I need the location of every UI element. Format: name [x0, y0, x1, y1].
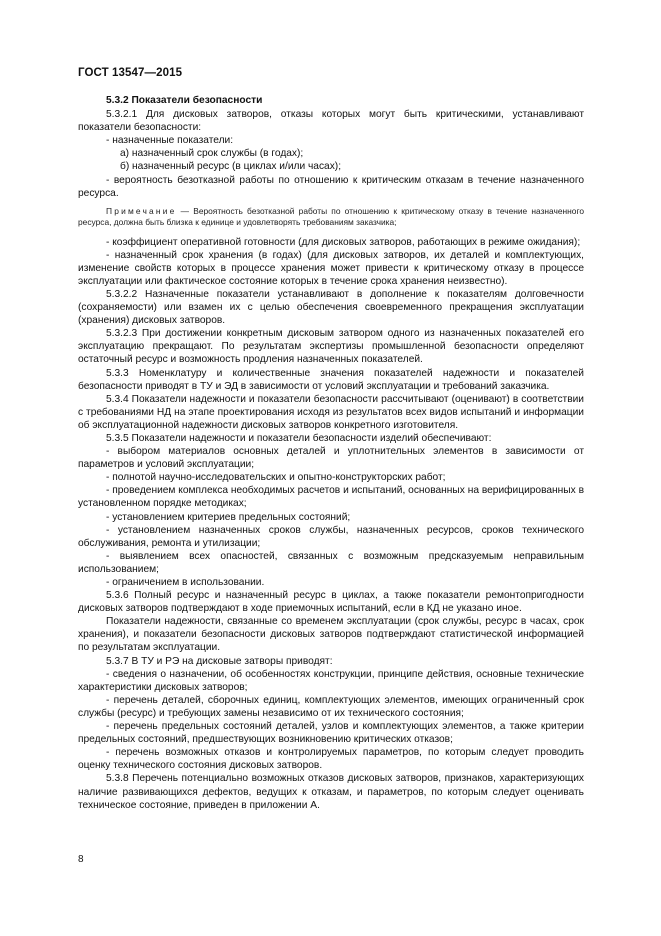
paragraph: 5.3.2.3 При достижении конкретным дисковым затвором одного из назначенных показателей его эксплуатацию прекращают. По результатам экспертизы промышленной безопасности определяют остаточный ресурс и возможность продления назначенных показателей.	[78, 328, 584, 366]
paragraph: 5.3.8 Перечень потенциально возможных отказов дисковых затворов, признаков, характеризующих наличие развивающихся дефектов, ведущих к отказам, и параметров, по которым следует оценивать техническое состояние, приведен в приложении А.	[78, 773, 584, 811]
document-body	[78, 94, 584, 812]
note-text: — Вероятность безотказной работы по отношению к критическому отказу в течение назначенного ресурса, должна быть близка к единице и удовлетворять требованиям заказчика;	[78, 205, 584, 228]
paragraph: - перечень предельных состояний деталей, узлов и комплектующих элементов, а также критерии предельных состояний, предшествующих возникновению критических отказов;	[78, 721, 584, 746]
section-heading: 5.3.2 Показатели безопасности	[106, 95, 263, 106]
paragraph: б) назначенный ресурс (в циклах и/или часах);	[120, 161, 342, 173]
paragraph: - установлением назначенных сроков службы, назначенных ресурсов, сроков технического обслуживания, ремонта и утилизации;	[78, 524, 584, 549]
paragraph: - сведения о назначении, об особенностях конструкции, принципе действия, основные технические характеристики дисковых затворов;	[78, 668, 584, 693]
paragraph: - ограничением в использовании.	[106, 577, 265, 588]
paragraph: - коэффициент оперативной готовности (для дисковых затворов, работающих в режиме ожидания);	[106, 236, 581, 248]
paragraph: - перечень деталей, сборочных единиц, комплектующих элементов, имеющих ограниченный срок службы (ресурс) и требующих замены независимо от их технического состояния;	[78, 694, 584, 719]
note-label: Примечание	[106, 205, 177, 216]
paragraph: 5.3.2.1 Для дисковых затворов, отказы которых могут быть критическими, устанавливают показатели безопасности:	[78, 109, 584, 134]
paragraph: - полнотой научно-исследовательских и опытно-конструкторских работ;	[106, 472, 446, 484]
paragraph: - проведением комплекса необходимых расчетов и испытаний, основанных на верифицированных в установленном порядке методиках;	[78, 485, 584, 510]
paragraph: 5.3.7 В ТУ и РЭ на дисковые затворы приводят:	[106, 655, 333, 667]
note	[78, 206, 584, 229]
paragraphs-before-note	[78, 108, 584, 200]
paragraph: - назначенный срок хранения (в годах) (для дисковых затворов, их деталей и комплектующих, изменение свойств которых в процессе хранения может привести к критическому отказу в процессе эксплуатации или фактическое состояние которых в течение срока хранения неизвестно).	[78, 249, 584, 287]
paragraph: Показатели надежности, связанные со временем эксплуатации (срок службы, ресурс в часах, срок хранения), и показатели безопасности дисковых затворов подтверждают статистической информацией по результатам эксплуатации.	[78, 616, 584, 654]
paragraph: 5.3.3 Номенклатуру и количественные значения показателей надежности и показателей безопасности приводят в ТУ и ЭД в зависимости от условий эксплуатации и требований заказчика.	[78, 367, 584, 392]
paragraph: - перечень возможных отказов и контролируемых параметров, по которым следует проводить оценку технического состояния дисковых затворов.	[78, 747, 584, 772]
paragraph: - выбором материалов основных деталей и уплотнительных элементов в зависимости от параметров и условий эксплуатации;	[78, 446, 584, 471]
document-title: ГОСТ 13547—2015	[78, 67, 183, 79]
paragraph: а) назначенный срок службы (в годах);	[120, 148, 304, 160]
paragraphs-after-note	[78, 236, 584, 812]
paragraph: - назначенные показатели:	[106, 135, 234, 147]
paragraph: - выявлением всех опасностей, связанных с возможным предсказуемым неправильным использованием;	[78, 550, 584, 575]
page-number: 8	[78, 854, 84, 865]
paragraph: 5.3.2.2 Назначенные показатели устанавливают в дополнение к показателям долговечности (сохраняемости) или взамен их с целью обеспечения своевременного прекращения эксплуатации (хранения) дисковых затворов.	[78, 288, 584, 327]
paragraph: 5.3.4 Показатели надежности и показатели безопасности рассчитывают (оценивают) в соответствии с требованиями НД на этапе проектирования исходя из результатов всех видов испытаний и информации об эксплуатационной надежности дисковых затворов конкретного изготовителя.	[78, 393, 584, 431]
paragraph: 5.3.5 Показатели надежности и показатели безопасности изделий обеспечивают:	[106, 432, 492, 444]
paragraph: - вероятность безотказной работы по отношению к критическим отказам в течение назначенного ресурса.	[78, 174, 584, 199]
paragraph: - установлением критериев предельных состояний;	[106, 511, 351, 523]
paragraph: 5.3.6 Полный ресурс и назначенный ресурс в циклах, а также показатели ремонтопригодности дисковых затворов подтверждают в ходе приемочных испытаний, если в КД не указано иное.	[78, 590, 584, 615]
